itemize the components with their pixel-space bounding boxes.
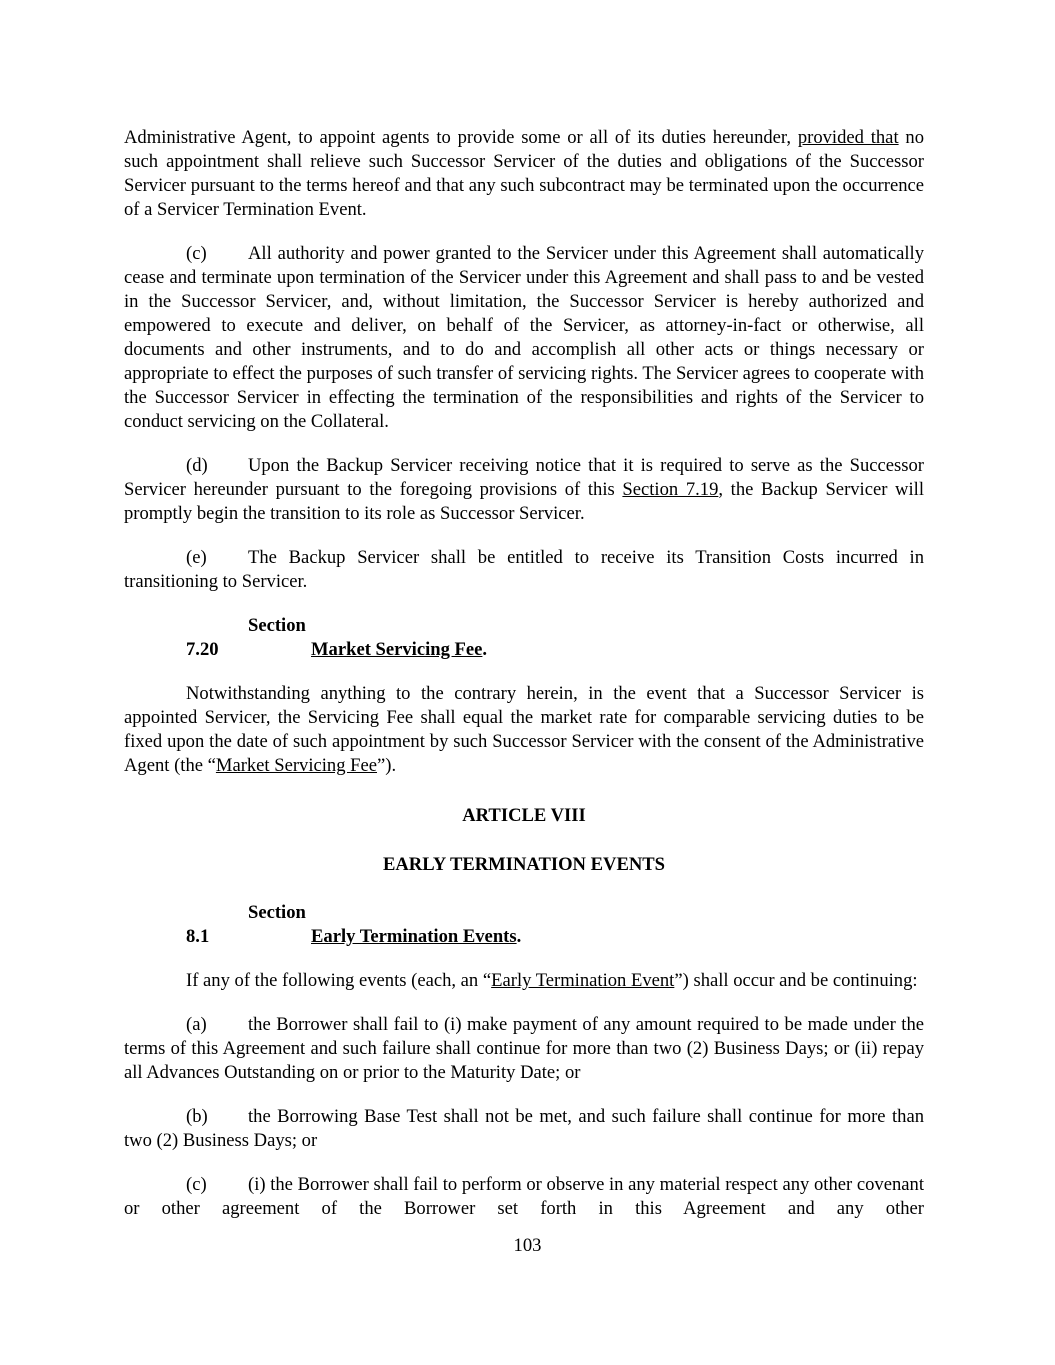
clause-label: (c) (186, 1174, 207, 1195)
clause-label: (b) (186, 1106, 208, 1127)
section-title: Market Servicing Fee (311, 639, 483, 660)
paragraph-early-termination-intro: If any of the following events (each, an “Early Termination Event”) shall occur and be continuing: (186, 970, 918, 991)
clause-label: (a) (186, 1014, 207, 1035)
section-number: Section 7.20 (186, 615, 306, 660)
clause-label: (e) (186, 547, 207, 568)
paragraph-continuation: Administrative Agent, to appoint agents to provide some or all of its duties hereunder, provided that no such appointment shall relieve such Successor Servicer of the duties and obligations of the Successor Servicer pursuant to the terms hereof and that any such subcontract may be terminated upon the occurrence of a Servicer Termination Event. (124, 127, 925, 220)
paragraph-a: (a) the Borrower shall fail to (i) make payment of any amount required to be made under the terms of this Agreement and such failure shall continue for more than two (2) Business Days; or (ii) repay all Advances Outstanding on or prior to the Maturity Date; or (124, 1014, 924, 1083)
section-title: Early Termination Events (311, 926, 517, 947)
paragraph-e: (e) The Backup Servicer shall be entitled to receive its Transition Costs incurred in transitioning to Servicer. (124, 547, 924, 592)
page-number: 103 (513, 1235, 542, 1256)
section-8-1-heading: Section 8.1 Early Termination Events. (186, 902, 522, 947)
defined-term-provided-that: provided that (797, 127, 899, 148)
clause-label: (d) (186, 455, 208, 476)
article-number: ARTICLE VIII (462, 805, 586, 826)
paragraph-c-continued: (c) (i) the Borrower shall fail to perform or observe in any material respect any other covenant or other agreement of the Borrower set forth in this Agreement and any other (124, 1174, 924, 1219)
clause-label: (c) (186, 243, 207, 264)
article-title: EARLY TERMINATION EVENTS (382, 854, 666, 875)
paragraph-c: (c) All authority and power granted to the Servicer under this Agreement shall automatically cease and terminate upon termination of the Servicer under this Agreement and shall pass to and be vested in the Successor Servicer, and, without limitation, the Successor Servicer is hereby authorized and empowered to execute and deliver, on behalf of the Servicer, as attorney-in-fact or otherwise, all documents and other instruments, and to do and accomplish all other acts or things necessary or appropriate to effect the purposes of such transfer of servicing rights. The Servicer agrees to cooperate with the Successor Servicer in effecting the termination of the responsibilities and rights of the Servicer to conduct servicing on the Collateral. (124, 243, 924, 432)
defined-term-market-servicing-fee: Market Servicing Fee (215, 755, 378, 776)
section-7-20-heading: Section 7.20 Market Servicing Fee. (186, 615, 488, 660)
paragraph-b: (b) the Borrowing Base Test shall not be met, and such failure shall continue for more than two (2) Business Days; or (124, 1106, 924, 1151)
section-reference: Section 7.19 (622, 479, 719, 500)
paragraph-d: (d) Upon the Backup Servicer receiving notice that it is required to serve as the Successor Servicer hereunder pursuant to the foregoing provisions of this Section 7.19, the Backup Servicer will promptly begin the transition to its role as Successor Servicer. (124, 455, 924, 524)
paragraph-market-servicing-fee: Notwithstanding anything to the contrary herein, in the event that a Successor Servicer is appointed Servicer, the Servicing Fee shall equal the market rate for comparable servicing duties to be fixed upon the date of such appointment by such Successor Servicer with the consent of the Administrative Agent (the “Market Servicing Fee”). (124, 683, 924, 776)
document-body (124, 126, 924, 1221)
section-number: Section 8.1 (186, 902, 306, 947)
defined-term-early-termination-event: Early Termination Event (491, 970, 675, 991)
